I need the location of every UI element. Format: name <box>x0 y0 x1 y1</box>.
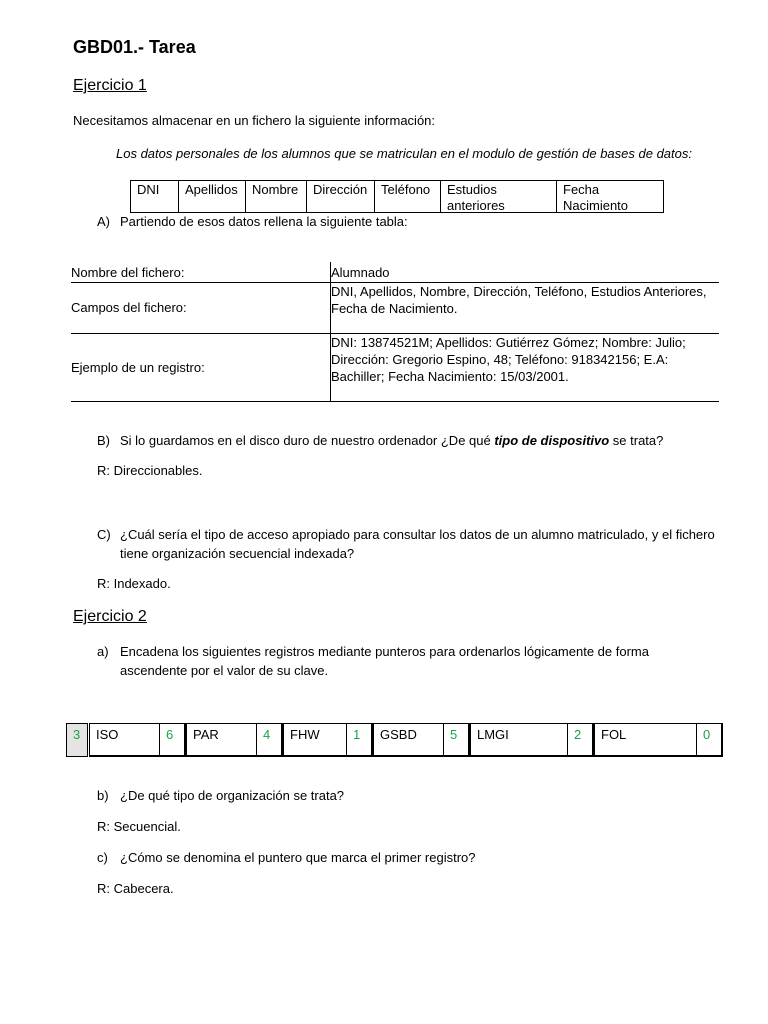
field-cell: DNI <box>131 181 179 212</box>
question-label: B) <box>97 433 110 448</box>
question-a <box>97 214 408 230</box>
record-key: ISO <box>90 724 160 755</box>
question-label: C) <box>97 527 111 542</box>
question-text: ¿Cómo se denomina el puntero que marca el primer registro? <box>120 850 476 865</box>
question-label: b) <box>97 788 109 803</box>
chain-record <box>283 723 373 757</box>
record-key: LMGI <box>471 724 568 755</box>
record-pointer: 2 <box>574 727 582 742</box>
question-text: ¿Cuál sería el tipo de acceso apropiado para consultar los datos de un alumno matriculado, y el fichero tiene organización secuencial indexada? <box>120 527 715 561</box>
field-cell: Estudios anteriores <box>441 181 557 212</box>
pointer-chain <box>66 723 723 757</box>
record-key: PAR <box>187 724 257 755</box>
exercise-1-italic-text: Los datos personales de los alumnos que se matriculan en el modulo de gestión de bases de datos: <box>116 146 692 161</box>
question-emphasis: tipo de dispositivo <box>494 433 610 448</box>
field-cell: Apellidos <box>179 181 246 212</box>
question-label: A) <box>97 214 110 229</box>
student-fields-table <box>130 180 664 213</box>
question-text: Si lo guardamos en el disco duro de nuestro ordenador ¿De qué <box>120 433 495 448</box>
record-pointer: 5 <box>450 727 458 742</box>
file-table-value: Alumnado <box>331 265 390 280</box>
table-rule <box>71 401 719 402</box>
question-text: Encadena los siguientes registros mediante punteros para ordenarlos lógicamente de forma ascendente por el valor de su clave. <box>120 644 649 678</box>
question-2c <box>97 850 476 866</box>
answer-b: R: Direccionables. <box>97 463 203 478</box>
exercise-1-intro: Necesitamos almacenar en un fichero la siguiente información: <box>73 113 436 128</box>
document-title: GBD01.- Tarea <box>73 37 196 57</box>
file-table-label: Nombre del fichero: <box>71 265 185 280</box>
file-table-value: DNI, Apellidos, Nombre, Dirección, Teléfono, Estudios Anteriores, Fecha de Nacimiento. <box>331 284 707 316</box>
chain-record <box>594 723 723 757</box>
field-cell: Teléfono <box>375 181 441 212</box>
field-cell: Dirección <box>307 181 375 212</box>
record-key: GSBD <box>374 724 444 755</box>
chain-record <box>186 723 283 757</box>
exercise-2-heading: Ejercicio 2 <box>73 608 147 625</box>
question-c <box>97 525 719 563</box>
answer-2c: R: Cabecera. <box>97 881 174 896</box>
start-pointer: 3 <box>66 723 88 757</box>
question-2b <box>97 788 344 804</box>
question-label: a) <box>97 644 109 659</box>
chain-record <box>89 723 186 757</box>
question-b <box>97 433 663 449</box>
chain-record <box>373 723 470 757</box>
record-pointer: 1 <box>353 727 361 742</box>
file-table-label: Ejemplo de un registro: <box>71 360 205 375</box>
record-key: FHW <box>284 724 347 755</box>
file-table-label: Campos del fichero: <box>71 300 187 315</box>
exercise-1-heading: Ejercicio 1 <box>73 77 147 94</box>
record-pointer: 6 <box>166 727 174 742</box>
chain-record <box>470 723 594 757</box>
record-key: FOL <box>595 724 697 755</box>
answer-c: R: Indexado. <box>97 576 171 591</box>
question-text: se trata? <box>609 433 664 448</box>
question-text: Partiendo de esos datos rellena la siguiente tabla: <box>120 214 408 229</box>
file-table-value: DNI: 13874521M; Apellidos: Gutiérrez Gómez; Nombre: Julio; Dirección: Gregorio Espino, 48; Teléfono: 918342156; E.A: Bachiller; Fecha Nacimiento: 15/03/2001. <box>331 335 686 384</box>
field-cell: Fecha Nacimiento <box>563 182 629 213</box>
field-cell: Nombre <box>246 181 307 212</box>
question-text: ¿De qué tipo de organización se trata? <box>120 788 345 803</box>
record-pointer: 4 <box>263 727 271 742</box>
question-2a <box>97 642 719 680</box>
record-pointer: 0 <box>703 727 711 742</box>
answer-2b: R: Secuencial. <box>97 819 181 834</box>
file-table <box>71 262 719 402</box>
question-label: c) <box>97 850 108 865</box>
